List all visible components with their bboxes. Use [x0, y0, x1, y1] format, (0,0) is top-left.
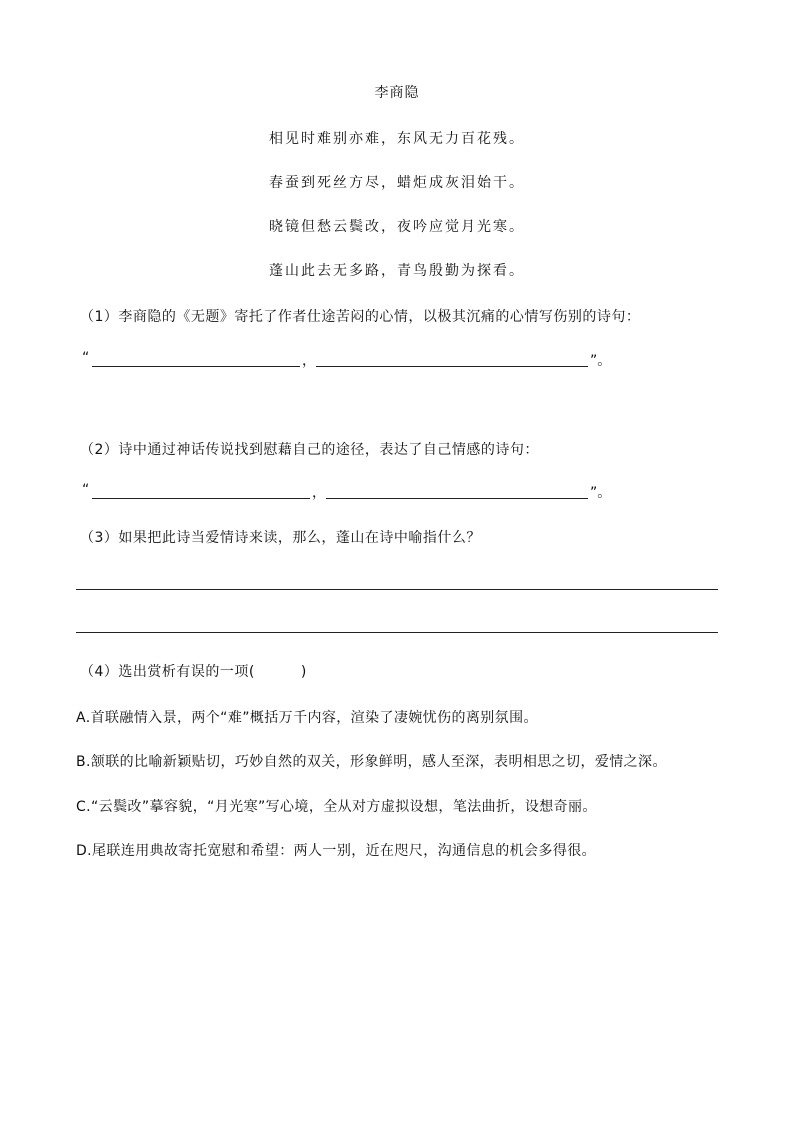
question-4-prompt: （4）选出赏析有误的一项( — [80, 664, 255, 680]
poem-author: 李商隐 — [374, 85, 420, 101]
option-d: D.尾联连用典故寄托宽慰和希望：两人一别，近在咫尺，沟通信息的机会多得很。 — [76, 843, 597, 859]
comma: ， — [302, 353, 316, 369]
open-quote: “ — [82, 350, 90, 366]
poem-line-1: 相见时难别亦难，东风无力百花残。 — [269, 131, 525, 147]
question-4-text — [80, 661, 307, 681]
poem-line-2: 春蚕到死丝方尽，蜡炬成灰泪始干。 — [269, 175, 525, 191]
answer-line-3a[interactable] — [76, 589, 718, 590]
poem-line-3: 晓镜但愁云鬓改，夜吟应觉月光寒。 — [269, 219, 525, 235]
close-quote: ”。 — [590, 485, 612, 501]
answer-blank-1b[interactable] — [316, 350, 588, 367]
question-1-text: （1）李商隐的《无题》寄托了作者仕途苦闷的心情，以极其沉痛的心情写伤别的诗句： — [80, 309, 641, 325]
open-quote: “ — [82, 482, 90, 498]
question-3-text: （3）如果把此诗当爱情诗来读，那么，蓬山在诗中喻指什么？ — [80, 530, 481, 546]
question-4-close-paren: ) — [300, 664, 307, 680]
option-c: C.“云鬓改”摹容貌，“月光寒”写心境，全从对方虚拟设想，笔法曲折，设想奇丽。 — [76, 799, 597, 815]
answer-line-3b[interactable] — [76, 632, 718, 633]
option-a: A.首联融情入景，两个“难”概括万千内容，渲染了凄婉忧伤的离别氛围。 — [76, 710, 538, 726]
answer-blank-1a[interactable] — [92, 350, 300, 367]
question-2-text: （2）诗中通过神话传说找到慰藉自己的途径，表达了自己情感的诗句： — [80, 442, 539, 458]
option-b: B.颔联的比喻新颖贴切，巧妙自然的双关，形象鲜明，感人至深，表明相思之切，爱情之深。 — [76, 754, 667, 770]
answer-blank-2b[interactable] — [326, 482, 588, 499]
answer-blank-2a[interactable] — [92, 482, 310, 499]
close-quote: ”。 — [590, 353, 612, 369]
comma: ， — [312, 485, 326, 501]
question-1-answer-row — [82, 350, 722, 372]
question-2-answer-row — [82, 482, 722, 504]
poem-line-4: 蓬山此去无多路，青鸟殷勤为探看。 — [269, 263, 525, 279]
